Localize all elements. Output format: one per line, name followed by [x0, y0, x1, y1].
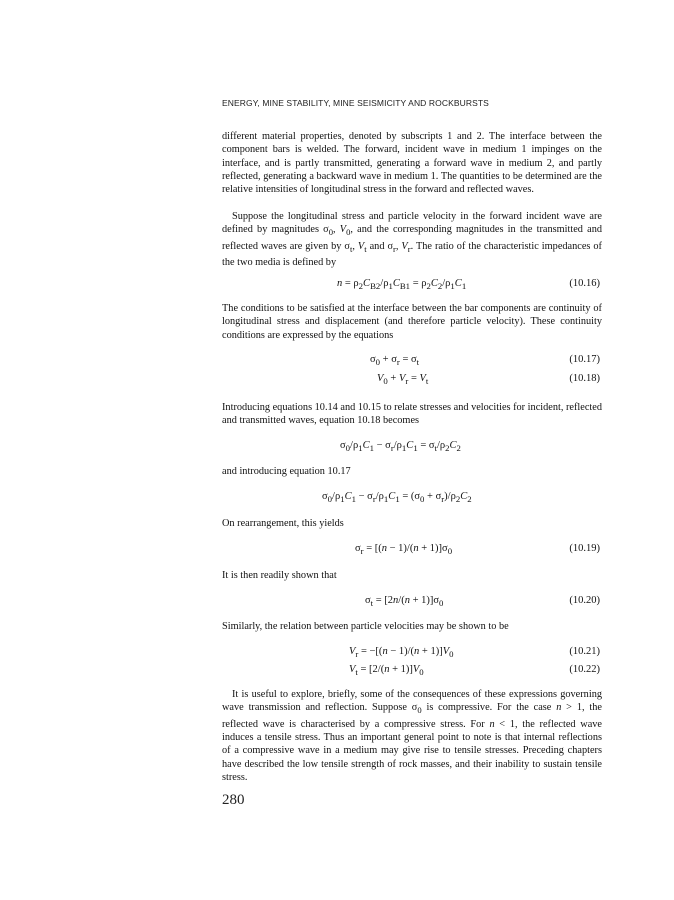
paragraph-text: and introducing equation 10.17: [222, 466, 351, 477]
equation-number: (10.21): [569, 646, 600, 657]
running-header: ENERGY, MINE STABILITY, MINE SEISMICITY AND ROCKBURSTS: [222, 98, 489, 108]
paragraph-text: On rearrangement, this yields: [222, 518, 344, 529]
paragraph-text: different material properties, denoted by subscripts 1 and 2. The interface between the component bars is welded. The forward, incident wave in medium 1 impinges on the interface, and is partly transmitted, generating a forward wave in medium 2, and partly reflected, generating a backward wave in medium 1. The quantities to be determined are the relative intensities of longitudinal stress in the forward and reflected waves.: [222, 131, 602, 196]
equation-body: $V_t = [2/(n + 1)]V_0$: [349, 664, 424, 678]
equation-number: (10.16): [569, 278, 600, 289]
paragraph-text: Similarly, the relation between particle velocities may be shown to be: [222, 621, 509, 632]
paragraph: [222, 401, 602, 428]
equation-10-22: [222, 663, 602, 677]
paragraph: [222, 688, 602, 784]
equation-body: $\sigma_0/\rho_1C_1 - \sigma_r/\rho_1C_1 = (\sigma_0 + \sigma_r)/\rho_2C_2$: [322, 491, 472, 505]
equation-number: (10.17): [569, 354, 600, 365]
equation-10-17: [222, 353, 602, 367]
page-number: 280: [222, 792, 245, 808]
paragraph-text: It is then readily shown that: [222, 570, 337, 581]
paragraph-text: Introducing equations 10.14 and 10.15 to relate stresses and velocities for incident, reflected and transmitted waves, equation 10.18 becomes: [222, 402, 603, 427]
equation-unnumbered-2: [222, 490, 602, 504]
paragraph-text: The conditions to be satisfied at the interface between the bar components are continuity of longitudinal stress and displacement (and therefore particle velocity). These continuity conditions are expressed by the equations: [222, 303, 602, 341]
equation-number: (10.18): [569, 373, 600, 384]
equation-body: $V_0 + V_r = V_t$: [377, 373, 429, 387]
equation-body: $\sigma_0 + \sigma_r = \sigma_t$: [370, 354, 420, 368]
equation-body: $V_r = -[(n - 1)/(n + 1)]V_0$: [349, 646, 454, 660]
paragraph: [222, 302, 602, 342]
equation-unnumbered-1: [222, 439, 602, 453]
paragraph: [222, 130, 602, 196]
paragraph: [222, 569, 602, 582]
equation-body: $n = \rho_2C_{B2}/\rho_1C_{B1} = \rho_2C_2/\rho_1C_1$: [337, 278, 467, 292]
paragraph-text: It is useful to explore, briefly, some of the consequences of these expressions governing wave transmission and reflection. Suppose $\sigma_0$ is compressive. For the case n > 1, the reflected wave is characterised by a compressive stress. For n < 1, the reflected wave induces a tensile stress. Thus an important general point to note is that internal reflections of a compressive wave in a medium may give rise to tensile stresses. Preceding chapters have described the low tensile strength of rock masses, and their inability to sustain tensile stress.: [222, 689, 603, 783]
equation-body: $\sigma_r = [(n - 1)/(n + 1)]\sigma_0$: [355, 543, 453, 557]
paragraph: [222, 620, 602, 633]
equation-number: (10.19): [569, 543, 600, 554]
equation-10-16: [222, 277, 602, 291]
paragraph: [222, 465, 602, 478]
paragraph-text: Suppose the longitudinal stress and particle velocity in the forward incident wave are defined by magnitudes $\sigma_0$, $V_0$, and the corresponding magnitudes in the transmitted and reflected waves are given by $\sigma_t$, $V_t$ and $\sigma_r$, $V_r$. The ratio of the characteristic impedances of the two media is defined by: [222, 211, 602, 268]
equation-number: (10.20): [569, 595, 600, 606]
equation-10-19: [222, 542, 602, 556]
equation-10-21: [222, 645, 602, 659]
equation-body: $\sigma_0/\rho_1C_1 - \sigma_r/\rho_1C_1 = \sigma_t/\rho_2C_2$: [340, 440, 461, 454]
equation-10-20: [222, 594, 602, 608]
equation-body: $\sigma_t = [2n/(n + 1)]\sigma_0$: [365, 595, 444, 609]
equation-10-18: [222, 372, 602, 386]
paragraph: [222, 517, 602, 530]
paragraph: [222, 210, 602, 269]
equation-number: (10.22): [569, 664, 600, 675]
